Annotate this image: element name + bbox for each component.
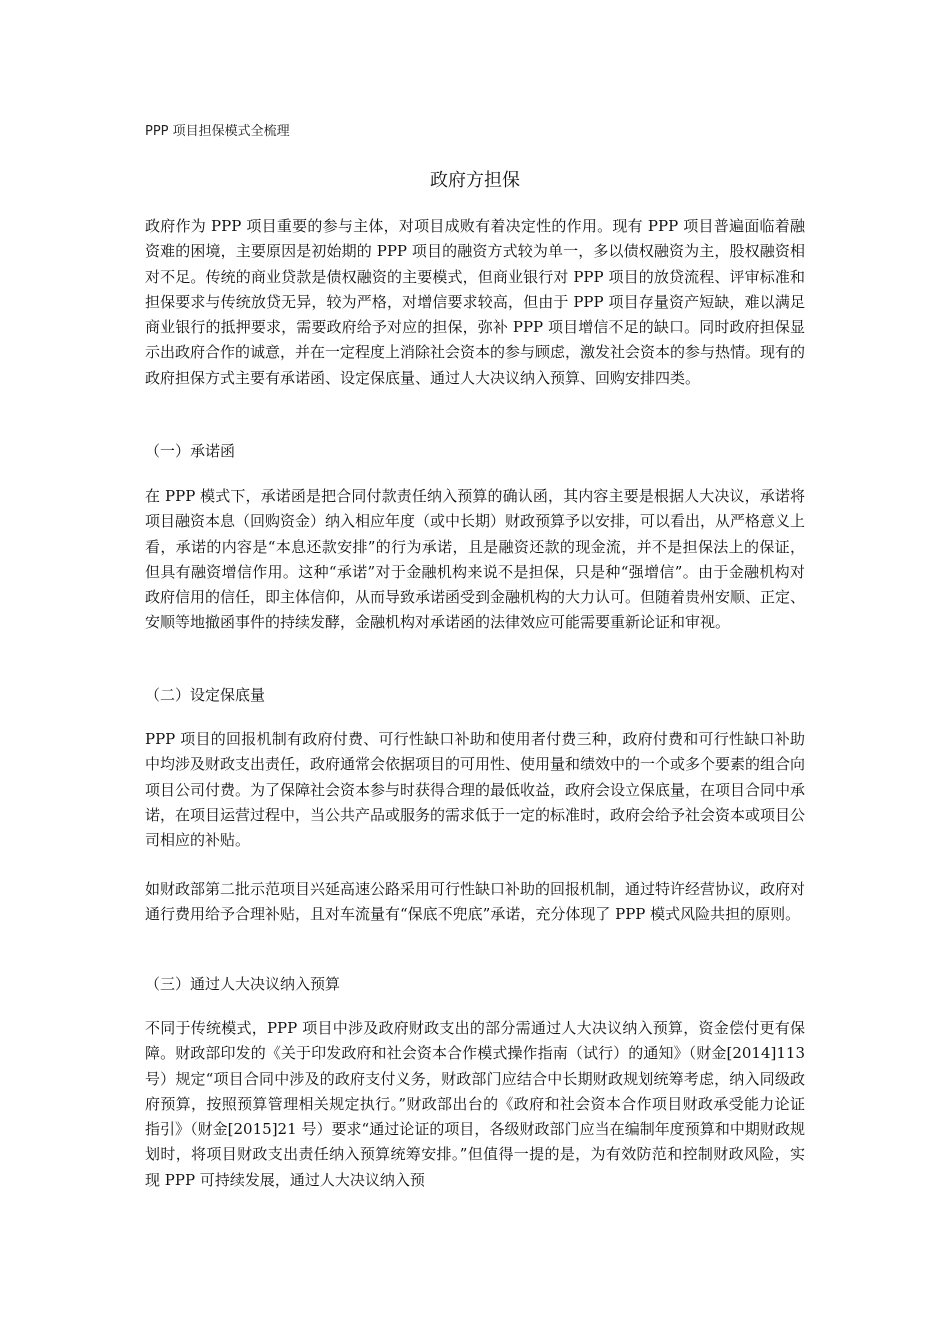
subheading-budget-inclusion: （三）通过人大决议纳入预算 <box>145 975 341 993</box>
commitment-letter-paragraph: 在 PPP 模式下，承诺函是把合同付款责任纳入预算的确认函，其内容主要是根据人大决议，承诺将项目融资本息（回购资金）纳入相应年度（或中长期）财政预算予以安排，可以看出，从严格意义上看，承诺的内容是“本息还款安排”的行为承诺，且是融资还款的现金流，并不是担保法上的保证，但具有融资增信作用。这种“承诺”对于金融机构来说不是担保，只是种“强增信”。由于金融机构对政府信用的信任，即主体信仰，从而导致承诺函受到金融机构的大力认可。但随着贵州安顺、正定、安顺等地撤函事件的持续发酵，金融机构对承诺函的法律效应可能需要重新论证和审视。 <box>145 487 806 632</box>
section-heading: 政府方担保 <box>430 170 520 191</box>
subheading-commitment-letter: （一）承诺函 <box>145 442 236 460</box>
budget-inclusion-paragraph: 不同于传统模式，PPP 项目中涉及政府财政支出的部分需通过人大决议纳入预算，资金偿付更有保障。财政部印发的《关于印发政府和社会资本合作模式操作指南（试行）的通知》（财金[2014]113 号）规定“项目合同中涉及的政府支付义务，财政部门应结合中长期财政规划统筹考虑，纳入同级政府预算，按照预算管理相关规定执行。”财政部出台的《政府和社会资本合作项目财政承受能力论证指引》（财金[2015]21 号）要求“通过论证的项目，各级财政部门应当在编制年度预算和中期财政规划时，将项目财政支出责任纳入预算统筹安排。”但值得一提的是，为有效防范和控制财政风险，实现 PPP 可持续发展，通过人大决议纳入预 <box>145 1019 805 1189</box>
minimum-volume-paragraph: PPP 项目的回报机制有政府付费、可行性缺口补助和使用者付费三种，政府付费和可行性缺口补助中均涉及财政支出责任，政府通常会依据项目的可用性、使用量和绩效中的一个或多个要素的组合向项目公司付费。为了保障社会资本参与时获得合理的最低收益，政府会设立保底量，在项目合同中承诺，在项目运营过程中，当公共产品或服务的需求低于一定的标准时，政府会给予社会资本或项目公司相应的补贴。 <box>145 730 806 850</box>
minimum-volume-example-paragraph: 如财政部第二批示范项目兴延高速公路采用可行性缺口补助的回报机制，通过特许经营协议，政府对通行费用给予合理补贴，且对车流量有“保底不兜底”承诺，充分体现了 PPP 模式风险共担的原则。 <box>145 880 806 924</box>
document-title: PPP 项目担保模式全梳理 <box>145 124 290 139</box>
subheading-minimum-volume: （二）设定保底量 <box>145 686 266 704</box>
intro-paragraph: 政府作为 PPP 项目重要的参与主体，对项目成败有着决定性的作用。现有 PPP 项目普遍面临着融资难的困境，主要原因是初始期的 PPP 项目的融资方式较为单一，多以债权融资为主，股权融资相对不足。传统的商业贷款是债权融资的主要模式，但商业银行对 PPP 项目的放贷流程、评审标准和担保要求与传统放贷无异，较为严格，对增信要求较高，但由于 PPP 项目存量资产短缺，难以满足商业银行的抵押要求，需要政府给予对应的担保，弥补 PPP 项目增信不足的缺口。同时政府担保显示出政府合作的诚意，并在一定程度上消除社会资本的参与顾虑，激发社会资本的参与热情。现有的政府担保方式主要有承诺函、设定保底量、通过人大决议纳入预算、回购安排四类。 <box>145 217 806 387</box>
